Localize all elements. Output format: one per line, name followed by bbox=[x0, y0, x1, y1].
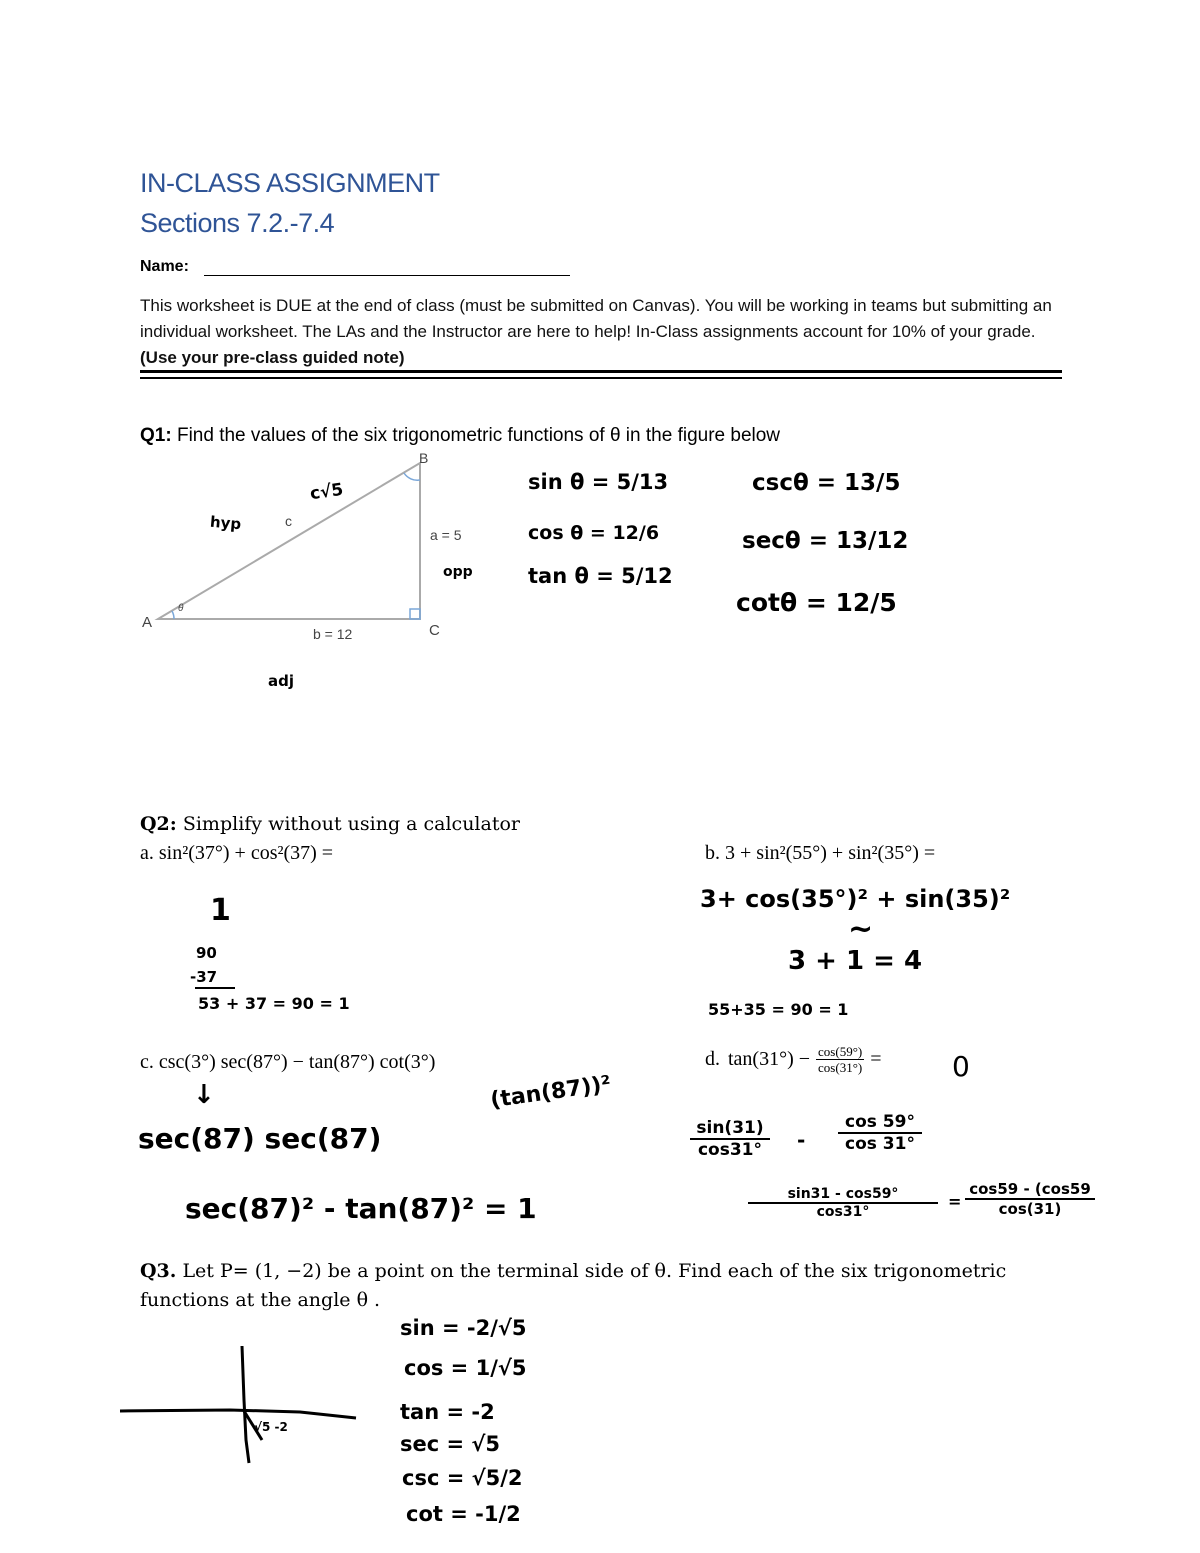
hw-q3-graph-label: √5 -2 bbox=[254, 1420, 288, 1434]
q2d-frac-num: cos(59°) bbox=[818, 1044, 863, 1059]
y-axis-line bbox=[242, 1346, 249, 1463]
vertex-b-label: B bbox=[419, 450, 429, 466]
hw-q2d-f2-den: cos 31° bbox=[845, 1134, 915, 1154]
q2d-expr-left: tan(31°) − bbox=[728, 1048, 811, 1070]
side-a-label: a = 5 bbox=[430, 527, 462, 543]
hw-q2c-line2: sec(87)² - tan(87)² = 1 bbox=[185, 1192, 537, 1225]
q2c-expr: csc(3°) sec(87°) − tan(87°) cot(3°) bbox=[158, 1051, 436, 1073]
name-label: Name: bbox=[140, 258, 189, 275]
hw-q3-cos: cos = 1/√5 bbox=[404, 1356, 527, 1380]
page-title: IN-CLASS ASSIGNMENT bbox=[140, 168, 440, 198]
q3-text: Let P= (1, −2) be a point on the terminal side of θ. Find each of the six trigonometric functions at the angle θ . bbox=[140, 1260, 1007, 1311]
instructions-bold: (Use your pre-class guided note) bbox=[140, 348, 405, 367]
q1-text: Find the values of the six trigonometric functions of θ in the figure below bbox=[176, 425, 781, 446]
hw-q3-tan: tan = -2 bbox=[400, 1400, 495, 1424]
hw-q2a-work3: 53 + 37 = 90 = 1 bbox=[198, 994, 350, 1013]
hw-q2d-f1-num: sin(31) bbox=[690, 1118, 770, 1140]
q2-text: Simplify without using a calculator bbox=[182, 813, 520, 835]
hw-q2d-f2-num: cos 59° bbox=[838, 1112, 922, 1134]
page-subtitle: Sections 7.2.-7.4 bbox=[140, 208, 335, 238]
hw-q2b-line3: 55+35 = 90 = 1 bbox=[708, 1000, 849, 1019]
hw-q2a-work1: 90 bbox=[196, 944, 217, 962]
hw-q2b-line2: 3 + 1 = 4 bbox=[788, 946, 923, 976]
hw-opp: opp bbox=[443, 564, 473, 580]
hw-tan: tan θ = 5/12 bbox=[528, 564, 673, 588]
hw-q2d-f4-den: cos(31) bbox=[998, 1200, 1062, 1218]
q2a-expr: sin²(37°) + cos²(37) = bbox=[158, 842, 334, 864]
hw-q2c-line1: sec(87) sec(87) bbox=[138, 1122, 382, 1155]
hw-q2b-line1: 3+ cos(35°)² + sin(35)² bbox=[700, 885, 1011, 913]
hw-q2d-f3-num: sin31 - cos59° bbox=[748, 1186, 938, 1204]
hw-sec: secθ = 13/12 bbox=[742, 528, 909, 554]
q2b-expr: 3 + sin²(55°) + sin²(35°) = bbox=[725, 842, 936, 864]
hw-q2c-arrow: ↓ bbox=[193, 1080, 215, 1110]
q1-label: Q1: bbox=[140, 425, 172, 446]
q2d-equals: = bbox=[870, 1048, 882, 1070]
hw-adj: adj bbox=[268, 672, 295, 690]
q2b-label: b. bbox=[705, 842, 720, 864]
q2d-label: d. bbox=[705, 1048, 720, 1070]
hw-cot: cotθ = 12/5 bbox=[736, 588, 897, 617]
vertex-a-label: A bbox=[142, 614, 153, 631]
hw-q3-cot: cot = -1/2 bbox=[406, 1502, 521, 1526]
hw-q3-sin: sin = -2/√5 bbox=[400, 1316, 527, 1340]
hw-sin: sin θ = 5/13 bbox=[528, 470, 669, 494]
hw-c-value: c√5 bbox=[308, 479, 345, 505]
hw-q2d-f4-num: cos59 - (cos59 bbox=[965, 1180, 1095, 1200]
hw-q2d-f3-den: cos31° bbox=[816, 1204, 870, 1220]
hw-q2b-tilde: ~ bbox=[848, 912, 874, 947]
hw-q2c-side: (tan(87))² bbox=[488, 1071, 613, 1114]
instructions-text: This worksheet is DUE at the end of class (must be submitted on Canvas). You will be working in teams but submitting an individual worksheet. The LAs and the Instructor are here to help! In-Class assignments account for 10% of your grade. bbox=[140, 296, 1052, 341]
q2c-label: c. bbox=[140, 1051, 154, 1073]
hw-q3-csc: csc = √5/2 bbox=[402, 1466, 523, 1490]
hw-csc: cscθ = 13/5 bbox=[752, 470, 901, 496]
x-axis-line bbox=[120, 1410, 356, 1418]
hw-q2a-work2: -37 bbox=[190, 968, 218, 986]
angle-theta-label: θ bbox=[178, 603, 184, 614]
hw-q2d-eq: = bbox=[948, 1192, 962, 1211]
hw-q2a-answer: 1 bbox=[210, 893, 231, 928]
q2-label: Q2: bbox=[140, 813, 177, 835]
vertex-c-label: C bbox=[429, 622, 440, 639]
side-b-label: b = 12 bbox=[313, 626, 353, 642]
hw-q2d-f1-den: cos31° bbox=[697, 1140, 763, 1160]
hw-q3-sec: sec = √5 bbox=[400, 1432, 501, 1456]
q2a-label: a. bbox=[140, 842, 154, 864]
hw-cos: cos θ = 12/6 bbox=[528, 522, 660, 544]
side-c-label: c bbox=[285, 513, 292, 529]
hw-q2d-answer: 0 bbox=[952, 1050, 970, 1083]
hw-hyp: hyp bbox=[209, 512, 242, 534]
hw-q2d-minus: - bbox=[797, 1128, 806, 1152]
q3-label: Q3. bbox=[140, 1260, 177, 1282]
q2d-frac-den: cos(31°) bbox=[818, 1060, 863, 1075]
